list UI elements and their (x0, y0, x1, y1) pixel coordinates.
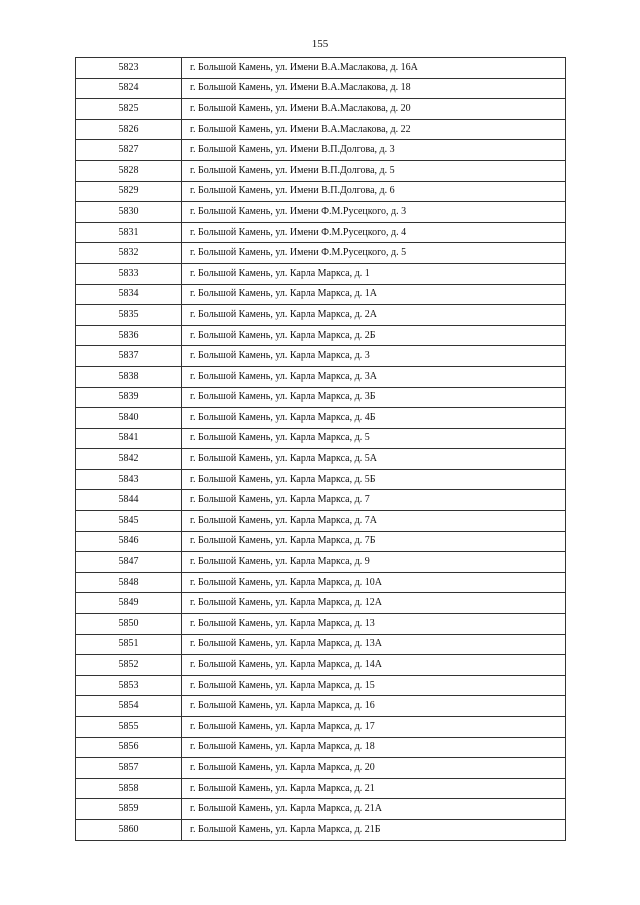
table-row (76, 531, 566, 552)
row-number: 5827 (76, 140, 182, 161)
row-address: г. Большой Камень, ул. Карла Маркса, д. 13 (182, 614, 566, 635)
table-row (76, 552, 566, 573)
row-number: 5860 (76, 819, 182, 840)
row-address: г. Большой Камень, ул. Карла Маркса, д. 21Б (182, 819, 566, 840)
row-number: 5848 (76, 572, 182, 593)
table-row (76, 284, 566, 305)
row-number: 5824 (76, 78, 182, 99)
row-address: г. Большой Камень, ул. Карла Маркса, д. 12А (182, 593, 566, 614)
row-number: 5852 (76, 655, 182, 676)
row-address: г. Большой Камень, ул. Карла Маркса, д. 13А (182, 634, 566, 655)
row-address: г. Большой Камень, ул. Карла Маркса, д. 5 (182, 428, 566, 449)
row-address: г. Большой Камень, ул. Карла Маркса, д. 14А (182, 655, 566, 676)
row-number: 5834 (76, 284, 182, 305)
row-address: г. Большой Камень, ул. Карла Маркса, д. 1 (182, 263, 566, 284)
row-address: г. Большой Камень, ул. Карла Маркса, д. 18 (182, 737, 566, 758)
page-number: 155 (311, 38, 329, 50)
table-row (76, 202, 566, 223)
table-row (76, 469, 566, 490)
row-address: г. Большой Камень, ул. Карла Маркса, д. 9 (182, 552, 566, 573)
table-row (76, 614, 566, 635)
row-number: 5847 (76, 552, 182, 573)
row-address: г. Большой Камень, ул. Карла Маркса, д. 5Б (182, 469, 566, 490)
row-number: 5859 (76, 799, 182, 820)
row-address: г. Большой Камень, ул. Карла Маркса, д. 17 (182, 717, 566, 738)
row-address: г. Большой Камень, ул. Карла Маркса, д. 21А (182, 799, 566, 820)
table-row (76, 758, 566, 779)
row-address: г. Большой Камень, ул. Карла Маркса, д. 7А (182, 511, 566, 532)
row-number: 5829 (76, 181, 182, 202)
table-row (76, 737, 566, 758)
row-number: 5843 (76, 469, 182, 490)
row-address: г. Большой Камень, ул. Карла Маркса, д. 3А (182, 366, 566, 387)
row-number: 5825 (76, 99, 182, 120)
table-row (76, 58, 566, 79)
table-row (76, 160, 566, 181)
table-row (76, 181, 566, 202)
table-row (76, 428, 566, 449)
row-address: г. Большой Камень, ул. Карла Маркса, д. 1А (182, 284, 566, 305)
row-number: 5853 (76, 675, 182, 696)
table-row (76, 346, 566, 367)
table-row (76, 511, 566, 532)
table-row (76, 572, 566, 593)
table-row (76, 325, 566, 346)
table-row (76, 305, 566, 326)
address-table-body (76, 58, 566, 841)
row-number: 5846 (76, 531, 182, 552)
row-number: 5842 (76, 449, 182, 470)
row-address: г. Большой Камень, ул. Карла Маркса, д. 4Б (182, 408, 566, 429)
row-address: г. Большой Камень, ул. Имени Ф.М.Русецкого, д. 3 (182, 202, 566, 223)
row-number: 5836 (76, 325, 182, 346)
row-address: г. Большой Камень, ул. Имени В.А.Маслакова, д. 18 (182, 78, 566, 99)
row-number: 5838 (76, 366, 182, 387)
row-number: 5833 (76, 263, 182, 284)
table-row (76, 263, 566, 284)
row-address: г. Большой Камень, ул. Имени В.А.Маслакова, д. 20 (182, 99, 566, 120)
table-row (76, 819, 566, 840)
row-address: г. Большой Камень, ул. Имени В.А.Маслакова, д. 22 (182, 119, 566, 140)
table-row (76, 717, 566, 738)
row-address: г. Большой Камень, ул. Карла Маркса, д. 16 (182, 696, 566, 717)
table-row (76, 634, 566, 655)
row-number: 5851 (76, 634, 182, 655)
row-number: 5832 (76, 243, 182, 264)
address-table (75, 57, 566, 841)
table-row (76, 78, 566, 99)
row-number: 5840 (76, 408, 182, 429)
row-number: 5841 (76, 428, 182, 449)
row-address: г. Большой Камень, ул. Карла Маркса, д. 20 (182, 758, 566, 779)
row-address: г. Большой Камень, ул. Имени Ф.М.Русецкого, д. 5 (182, 243, 566, 264)
table-row (76, 655, 566, 676)
row-address: г. Большой Камень, ул. Имени Ф.М.Русецкого, д. 4 (182, 222, 566, 243)
row-address: г. Большой Камень, ул. Карла Маркса, д. 2А (182, 305, 566, 326)
row-number: 5830 (76, 202, 182, 223)
row-number: 5823 (76, 58, 182, 79)
table-row (76, 799, 566, 820)
table-row (76, 243, 566, 264)
table-row (76, 408, 566, 429)
row-address: г. Большой Камень, ул. Карла Маркса, д. 2Б (182, 325, 566, 346)
row-number: 5831 (76, 222, 182, 243)
row-number: 5826 (76, 119, 182, 140)
row-address: г. Большой Камень, ул. Карла Маркса, д. 3Б (182, 387, 566, 408)
row-number: 5858 (76, 778, 182, 799)
table-row (76, 222, 566, 243)
row-number: 5835 (76, 305, 182, 326)
row-number: 5845 (76, 511, 182, 532)
row-number: 5839 (76, 387, 182, 408)
row-number: 5857 (76, 758, 182, 779)
row-number: 5856 (76, 737, 182, 758)
row-number: 5837 (76, 346, 182, 367)
row-address: г. Большой Камень, ул. Имени В.А.Маслакова, д. 16А (182, 58, 566, 79)
row-number: 5844 (76, 490, 182, 511)
row-address: г. Большой Камень, ул. Карла Маркса, д. 5А (182, 449, 566, 470)
table-row (76, 696, 566, 717)
row-address: г. Большой Камень, ул. Карла Маркса, д. 15 (182, 675, 566, 696)
table-row (76, 675, 566, 696)
table-row (76, 119, 566, 140)
row-address: г. Большой Камень, ул. Имени В.П.Долгова, д. 6 (182, 181, 566, 202)
table-row (76, 778, 566, 799)
row-address: г. Большой Камень, ул. Карла Маркса, д. 7Б (182, 531, 566, 552)
table-row (76, 99, 566, 120)
row-address: г. Большой Камень, ул. Карла Маркса, д. 10А (182, 572, 566, 593)
row-address: г. Большой Камень, ул. Карла Маркса, д. 21 (182, 778, 566, 799)
table-row (76, 387, 566, 408)
row-number: 5849 (76, 593, 182, 614)
row-address: г. Большой Камень, ул. Карла Маркса, д. 7 (182, 490, 566, 511)
row-address: г. Большой Камень, ул. Имени В.П.Долгова, д. 3 (182, 140, 566, 161)
table-row (76, 366, 566, 387)
table-row (76, 490, 566, 511)
table-row (76, 593, 566, 614)
row-number: 5850 (76, 614, 182, 635)
table-row (76, 449, 566, 470)
row-number: 5855 (76, 717, 182, 738)
row-number: 5854 (76, 696, 182, 717)
row-number: 5828 (76, 160, 182, 181)
row-address: г. Большой Камень, ул. Карла Маркса, д. 3 (182, 346, 566, 367)
table-row (76, 140, 566, 161)
row-address: г. Большой Камень, ул. Имени В.П.Долгова, д. 5 (182, 160, 566, 181)
